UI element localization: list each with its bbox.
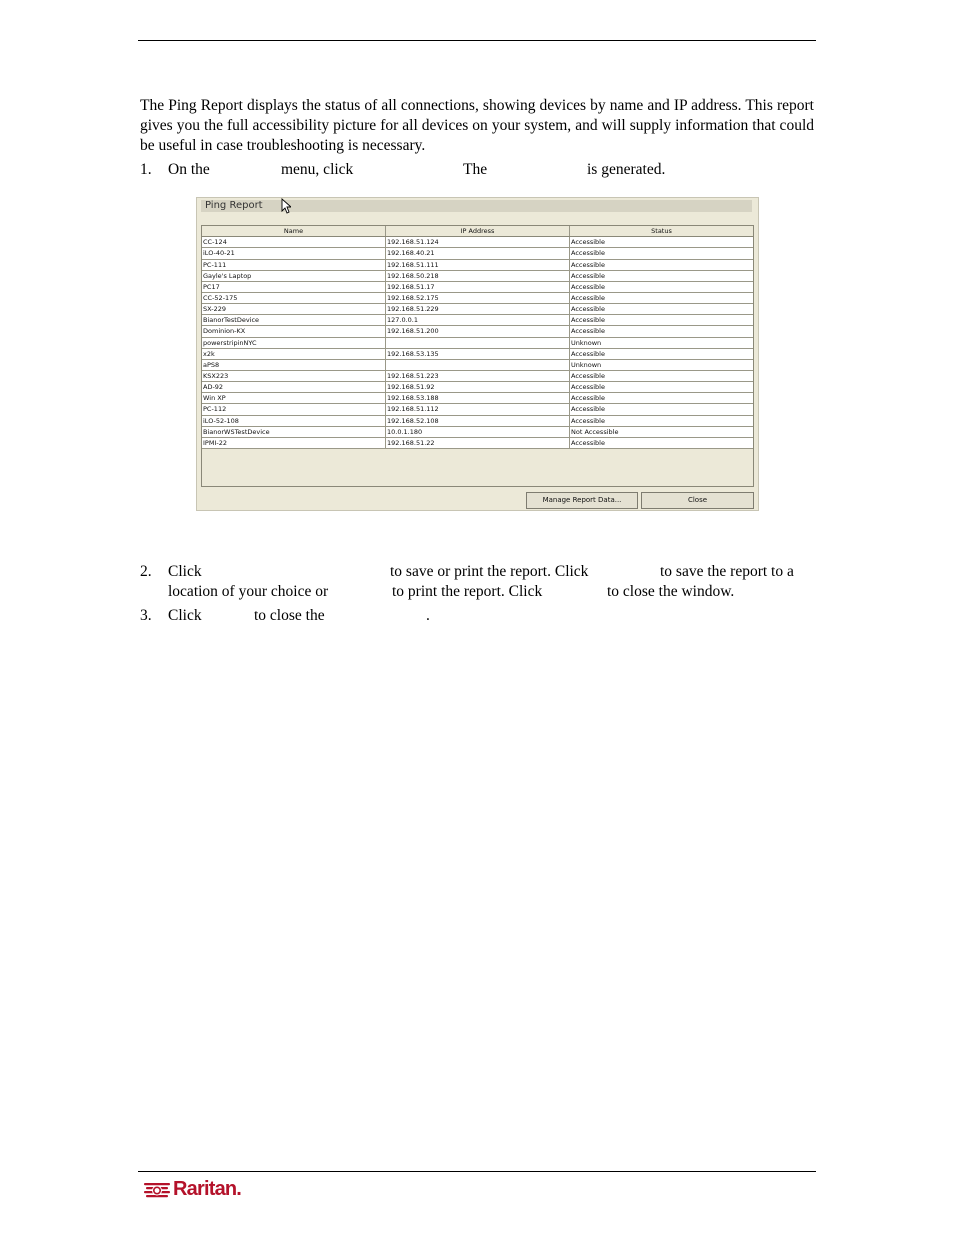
table-row[interactable] [202,360,753,371]
table-row[interactable] [202,282,753,293]
step-text: The [463,161,488,178]
column-header-status[interactable]: Status [651,227,672,235]
mouse-cursor-icon [281,198,291,214]
cell-name: Gayle's Laptop [202,271,386,281]
cell-name: Win XP [202,393,386,403]
cell-status: Accessible [571,249,605,258]
table-row[interactable] [202,304,753,315]
cell-name: x2k [202,349,386,359]
cell-ip-address: 192.168.51.229 [386,304,570,314]
report-title: Ping Report [201,200,752,212]
cell-name: BianorTestDevice [202,315,386,325]
step-text: to close the window. [607,583,735,600]
cell-name: PC-111 [202,260,386,270]
cell-ip-address: 192.168.53.188 [386,393,570,403]
table-row[interactable] [202,404,753,415]
cell-name: SX-229 [202,304,386,314]
cell-name: aPS8 [202,360,386,370]
cell-ip-address: 192.168.40.21 [386,248,570,258]
table-row[interactable] [202,260,753,271]
table-row[interactable] [202,438,753,449]
header-rule [138,40,816,41]
cell-status: Accessible [571,327,605,336]
table-row[interactable] [202,371,753,382]
cell-ip-address: 192.168.51.112 [386,404,570,414]
cell-status: Accessible [571,405,605,414]
cell-name: AD-92 [202,382,386,392]
cell-ip-address: 192.168.52.108 [386,416,570,426]
table-header [202,226,753,237]
cell-ip-address: 127.0.0.1 [386,315,570,325]
cell-ip-address: 192.168.51.200 [386,326,570,336]
cell-status: Accessible [571,416,605,425]
step-text: location of your choice or [168,583,329,600]
step-number: 3. [140,607,152,624]
cell-status: Accessible [571,282,605,291]
column-header-name[interactable]: Name [202,226,386,236]
cell-ip-address: 192.168.51.92 [386,382,570,392]
cell-name: powerstripinNYC [202,338,386,348]
table-row[interactable] [202,293,753,304]
cell-name: CC-124 [202,237,386,247]
table-row[interactable] [202,315,753,326]
close-button[interactable]: Close [641,492,754,509]
table-row[interactable] [202,338,753,349]
table-row[interactable] [202,271,753,282]
cell-name: IPMI-22 [202,438,386,448]
cell-status: Accessible [571,438,605,447]
cell-status: Accessible [571,293,605,302]
step-number: 1. [140,161,152,178]
cell-ip-address: 192.168.51.111 [386,260,570,270]
cell-status: Accessible [571,260,605,269]
footer-rule [138,1171,816,1172]
cell-ip-address: 192.168.51.22 [386,438,570,448]
step-text: . [426,607,430,624]
cell-status: Accessible [571,305,605,314]
step-text: Click [168,607,202,624]
step-number: 2. [140,563,152,580]
table-row[interactable] [202,382,753,393]
step-text: is generated. [587,161,666,178]
cell-status: Accessible [571,394,605,403]
cell-ip-address [386,360,570,370]
cell-ip-address: 192.168.51.124 [386,237,570,247]
raritan-logo-icon [144,1182,172,1200]
cell-status: Accessible [571,271,605,280]
cell-name: Dominion-KX [202,326,386,336]
cell-status: Unknown [571,360,602,369]
manage-report-data-button[interactable]: Manage Report Data... [526,492,638,509]
table-row[interactable] [202,248,753,259]
table-row[interactable] [202,349,753,360]
cell-status: Unknown [571,338,602,347]
logo-wordmark: Raritan. [173,1178,242,1200]
raritan-logo [144,1178,254,1204]
step-text: to close the [254,607,325,624]
cell-ip-address: 10.0.1.180 [386,427,570,437]
cell-status: Accessible [571,372,605,380]
ping-report-window [196,197,759,511]
table-row[interactable] [202,237,753,248]
cell-name: iLO-40-21 [202,248,386,258]
cell-ip-address: 192.168.51.17 [386,282,570,292]
cell-ip-address: 192.168.52.175 [386,293,570,303]
table-row[interactable] [202,427,753,438]
table-row[interactable] [202,326,753,337]
table-row[interactable] [202,416,753,427]
cell-name: PC17 [202,282,386,292]
step-text: to print the report. Click [392,583,543,600]
step-text: On the [168,161,210,178]
cell-status: Accessible [571,349,605,358]
cell-status: Accessible [571,238,605,247]
cell-status: Accessible [571,383,605,392]
cell-status: Not Accessible [571,427,619,436]
table-row[interactable] [202,393,753,404]
cell-status: Accessible [571,316,605,325]
cell-name: CC-52-175 [202,293,386,303]
cell-name: BianorWSTestDevice [202,427,386,437]
cell-name: KSX223 [202,371,386,381]
report-table [201,225,754,487]
cell-name: PC-112 [202,404,386,414]
cell-name: iLO-52-108 [202,416,386,426]
column-header-ip[interactable]: IP Address [386,226,570,236]
cell-ip-address: 192.168.53.135 [386,349,570,359]
step-text: to save or print the report. Click [390,563,589,580]
step-text: menu, click [281,161,354,178]
step-text: to save the report to a [660,563,794,580]
cell-ip-address: 192.168.50.218 [386,271,570,281]
cell-ip-address [386,338,570,348]
cell-ip-address: 192.168.51.223 [386,371,570,381]
intro-paragraph: The Ping Report displays the status of all connections, showing devices by name and IP address. This report gives you the full accessibility picture for all devices on your system, and will supply information that could be useful in case troubleshooting is necessary. [140,97,814,154]
step-text: Click [168,563,202,580]
